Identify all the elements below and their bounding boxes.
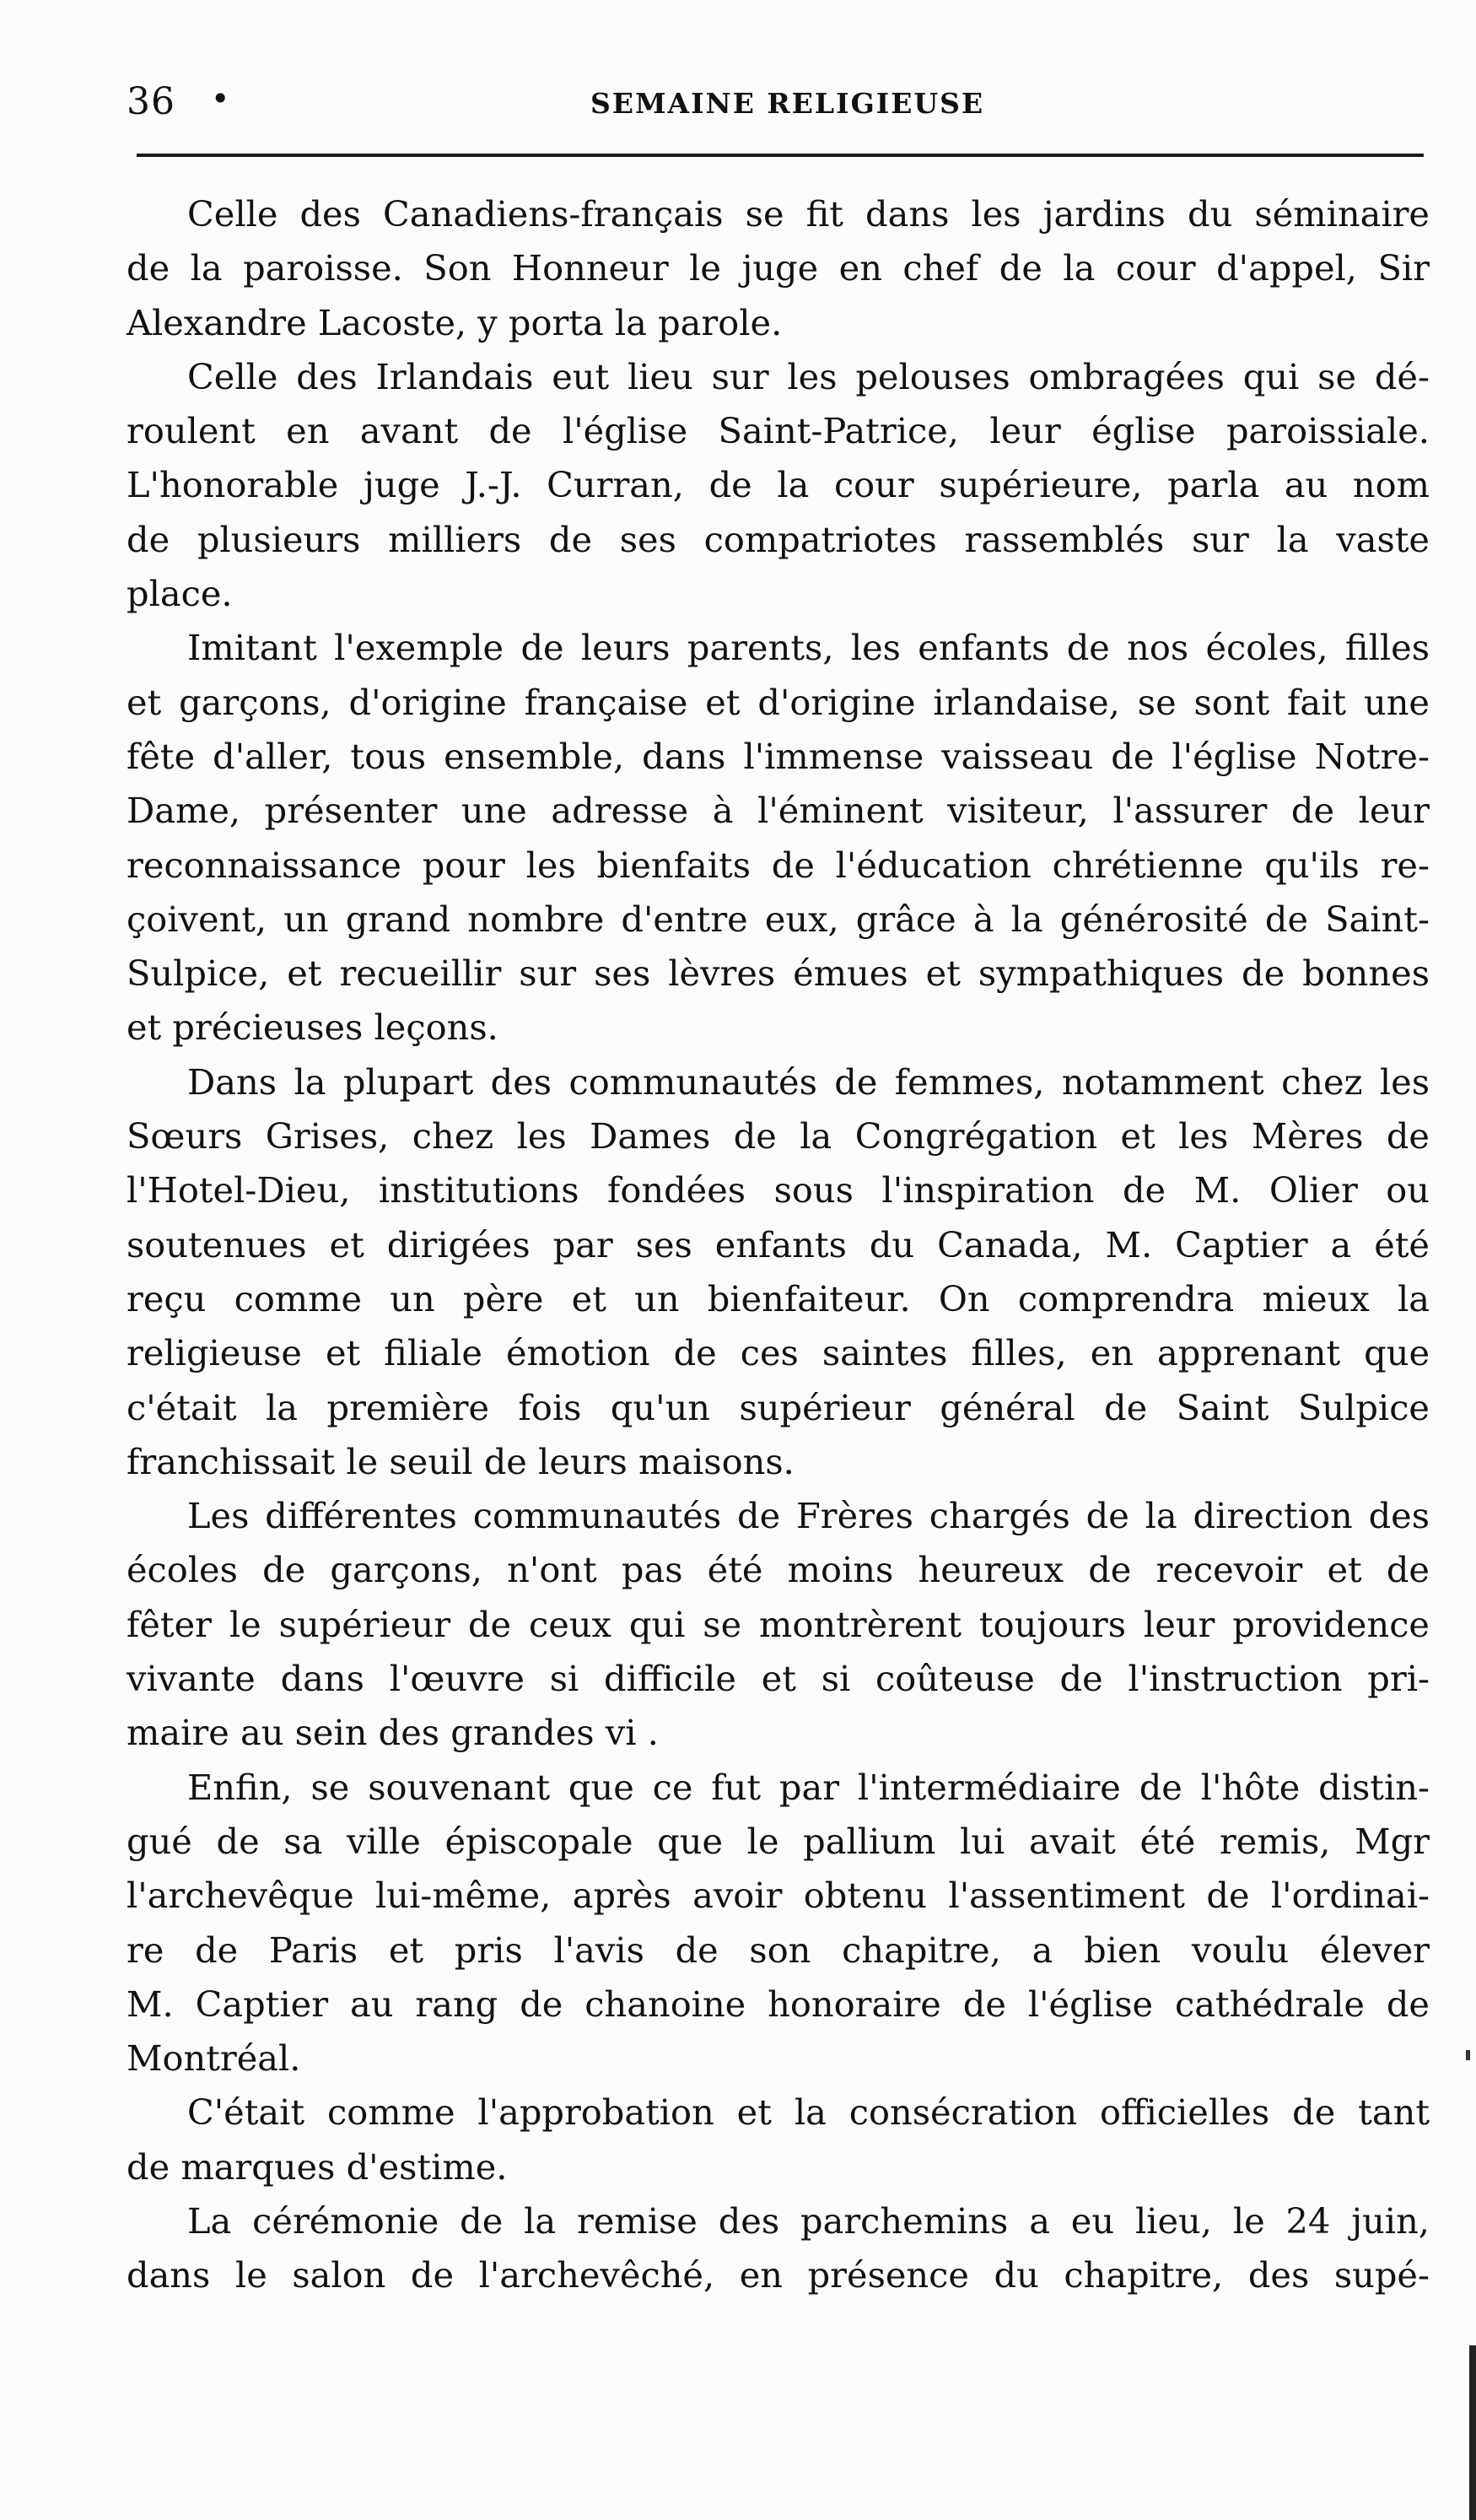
article-body	[127, 187, 1430, 2303]
text-line: Alexandre Lacoste, y porta la parole.	[127, 301, 783, 343]
text-line: franchissait le seuil de leurs maisons.	[127, 1440, 795, 1482]
text-line: gué de sa ville épiscopale que le pallium lui avait été remis, Mgr	[127, 1820, 1430, 1862]
text-line: fêter le supérieur de ceux qui se montrèrent toujours leur providence	[127, 1603, 1430, 1645]
paragraph	[127, 2086, 1430, 2194]
text-line: place.	[127, 573, 233, 615]
text-line: de plusieurs milliers de ses compatriotes rassemblés sur la vaste	[127, 518, 1430, 560]
paragraph	[127, 187, 1430, 350]
text-line: religieuse et filiale émotion de ces saintes filles, en apprenant que	[127, 1332, 1430, 1374]
text-line: fête d'aller, tous ensemble, dans l'immense vaisseau de l'église Notre-	[127, 735, 1430, 777]
page-header	[127, 80, 1425, 131]
text-line: de la paroisse. Son Honneur le juge en chef de la cour d'appel, Sir	[127, 247, 1430, 289]
text-line: dans le salon de l'archevêché, en présence du chapitre, des supé-	[127, 2254, 1430, 2296]
text-line: re de Paris et pris l'avis de son chapitre, a bien voulu élever	[127, 1929, 1430, 1971]
text-line: Sœurs Grises, chez les Dames de la Congrégation et les Mères de	[127, 1115, 1430, 1157]
text-line: M. Captier au rang de chanoine honoraire de l'église cathédrale de	[127, 1983, 1430, 2025]
text-line: Celle des Irlandais eut lieu sur les pelouses ombragées qui se dé-	[187, 355, 1430, 397]
running-title: SEMAINE RELIGIEUSE	[590, 87, 985, 120]
text-line: de marques d'estime.	[127, 2145, 508, 2188]
scan-speck	[1466, 2050, 1470, 2060]
page-number: 36	[127, 80, 175, 123]
text-line: maire au sein des grandes vi .	[127, 1712, 659, 1754]
text-line: Montréal.	[127, 2037, 301, 2080]
text-line: Imitant l'exemple de leurs parents, les enfants de nos écoles, filles	[187, 627, 1430, 669]
text-line: Les différentes communautés de Frères chargés de la direction des	[187, 1495, 1430, 1537]
text-line: roulent en avant de l'église Saint-Patrice, leur église paroissiale.	[127, 410, 1430, 452]
text-line: L'honorable juge J.-J. Curran, de la cour supérieure, parla au nom	[127, 464, 1430, 506]
text-line: Sulpice, et recueillir sur ses lèvres émues et sympathiques de bonnes	[127, 952, 1430, 995]
text-line: çoivent, un grand nombre d'entre eux, grâce à la générosité de Saint-	[127, 898, 1430, 940]
text-line: reconnaissance pour les bienfaits de l'éducation chrétienne qu'ils re-	[127, 844, 1430, 886]
text-line: l'archevêque lui-même, après avoir obtenu l'assentiment de l'ordinai-	[127, 1875, 1430, 1917]
text-line: Celle des Canadiens-français se fit dans les jardins du séminaire	[187, 193, 1430, 235]
paragraph	[127, 1489, 1430, 1760]
paragraph	[127, 1055, 1430, 1489]
text-line: c'était la première fois qu'un supérieur général de Saint Sulpice	[127, 1386, 1430, 1428]
text-line: reçu comme un père et un bienfaiteur. On comprendra mieux la	[127, 1277, 1430, 1319]
text-line: l'Hotel-Dieu, institutions fondées sous l'inspiration de M. Olier ou	[127, 1169, 1430, 1211]
text-line: vivante dans l'œuvre si difficile et si coûteuse de l'instruction pri-	[127, 1658, 1430, 1700]
text-line: et précieuses leçons.	[127, 1006, 498, 1049]
text-line: La cérémonie de la remise des parchemins a eu lieu, le 24 juin,	[187, 2199, 1430, 2242]
header-rule	[137, 154, 1424, 157]
paragraph	[127, 1761, 1430, 2086]
text-line: écoles de garçons, n'ont pas été moins heureux de recevoir et de	[127, 1549, 1430, 1591]
text-line: Dame, présenter une adresse à l'éminent visiteur, l'assurer de leur	[127, 790, 1430, 832]
text-line: soutenues et dirigées par ses enfants du Canada, M. Captier a été	[127, 1223, 1430, 1265]
header-separator: •	[211, 80, 230, 117]
text-line: Dans la plupart des communautés de femmes, notamment chez les	[187, 1060, 1430, 1103]
text-line: C'était comme l'approbation et la consécration officielles de tant	[187, 2091, 1430, 2134]
paragraph	[127, 2194, 1430, 2303]
paragraph	[127, 621, 1430, 1055]
scan-edge-shadow	[1469, 2345, 1476, 2520]
paragraph	[127, 350, 1430, 621]
text-line: et garçons, d'origine française et d'origine irlandaise, se sont fait une	[127, 681, 1430, 723]
text-line: Enfin, se souvenant que ce fut par l'intermédiaire de l'hôte distin-	[187, 1766, 1430, 1808]
